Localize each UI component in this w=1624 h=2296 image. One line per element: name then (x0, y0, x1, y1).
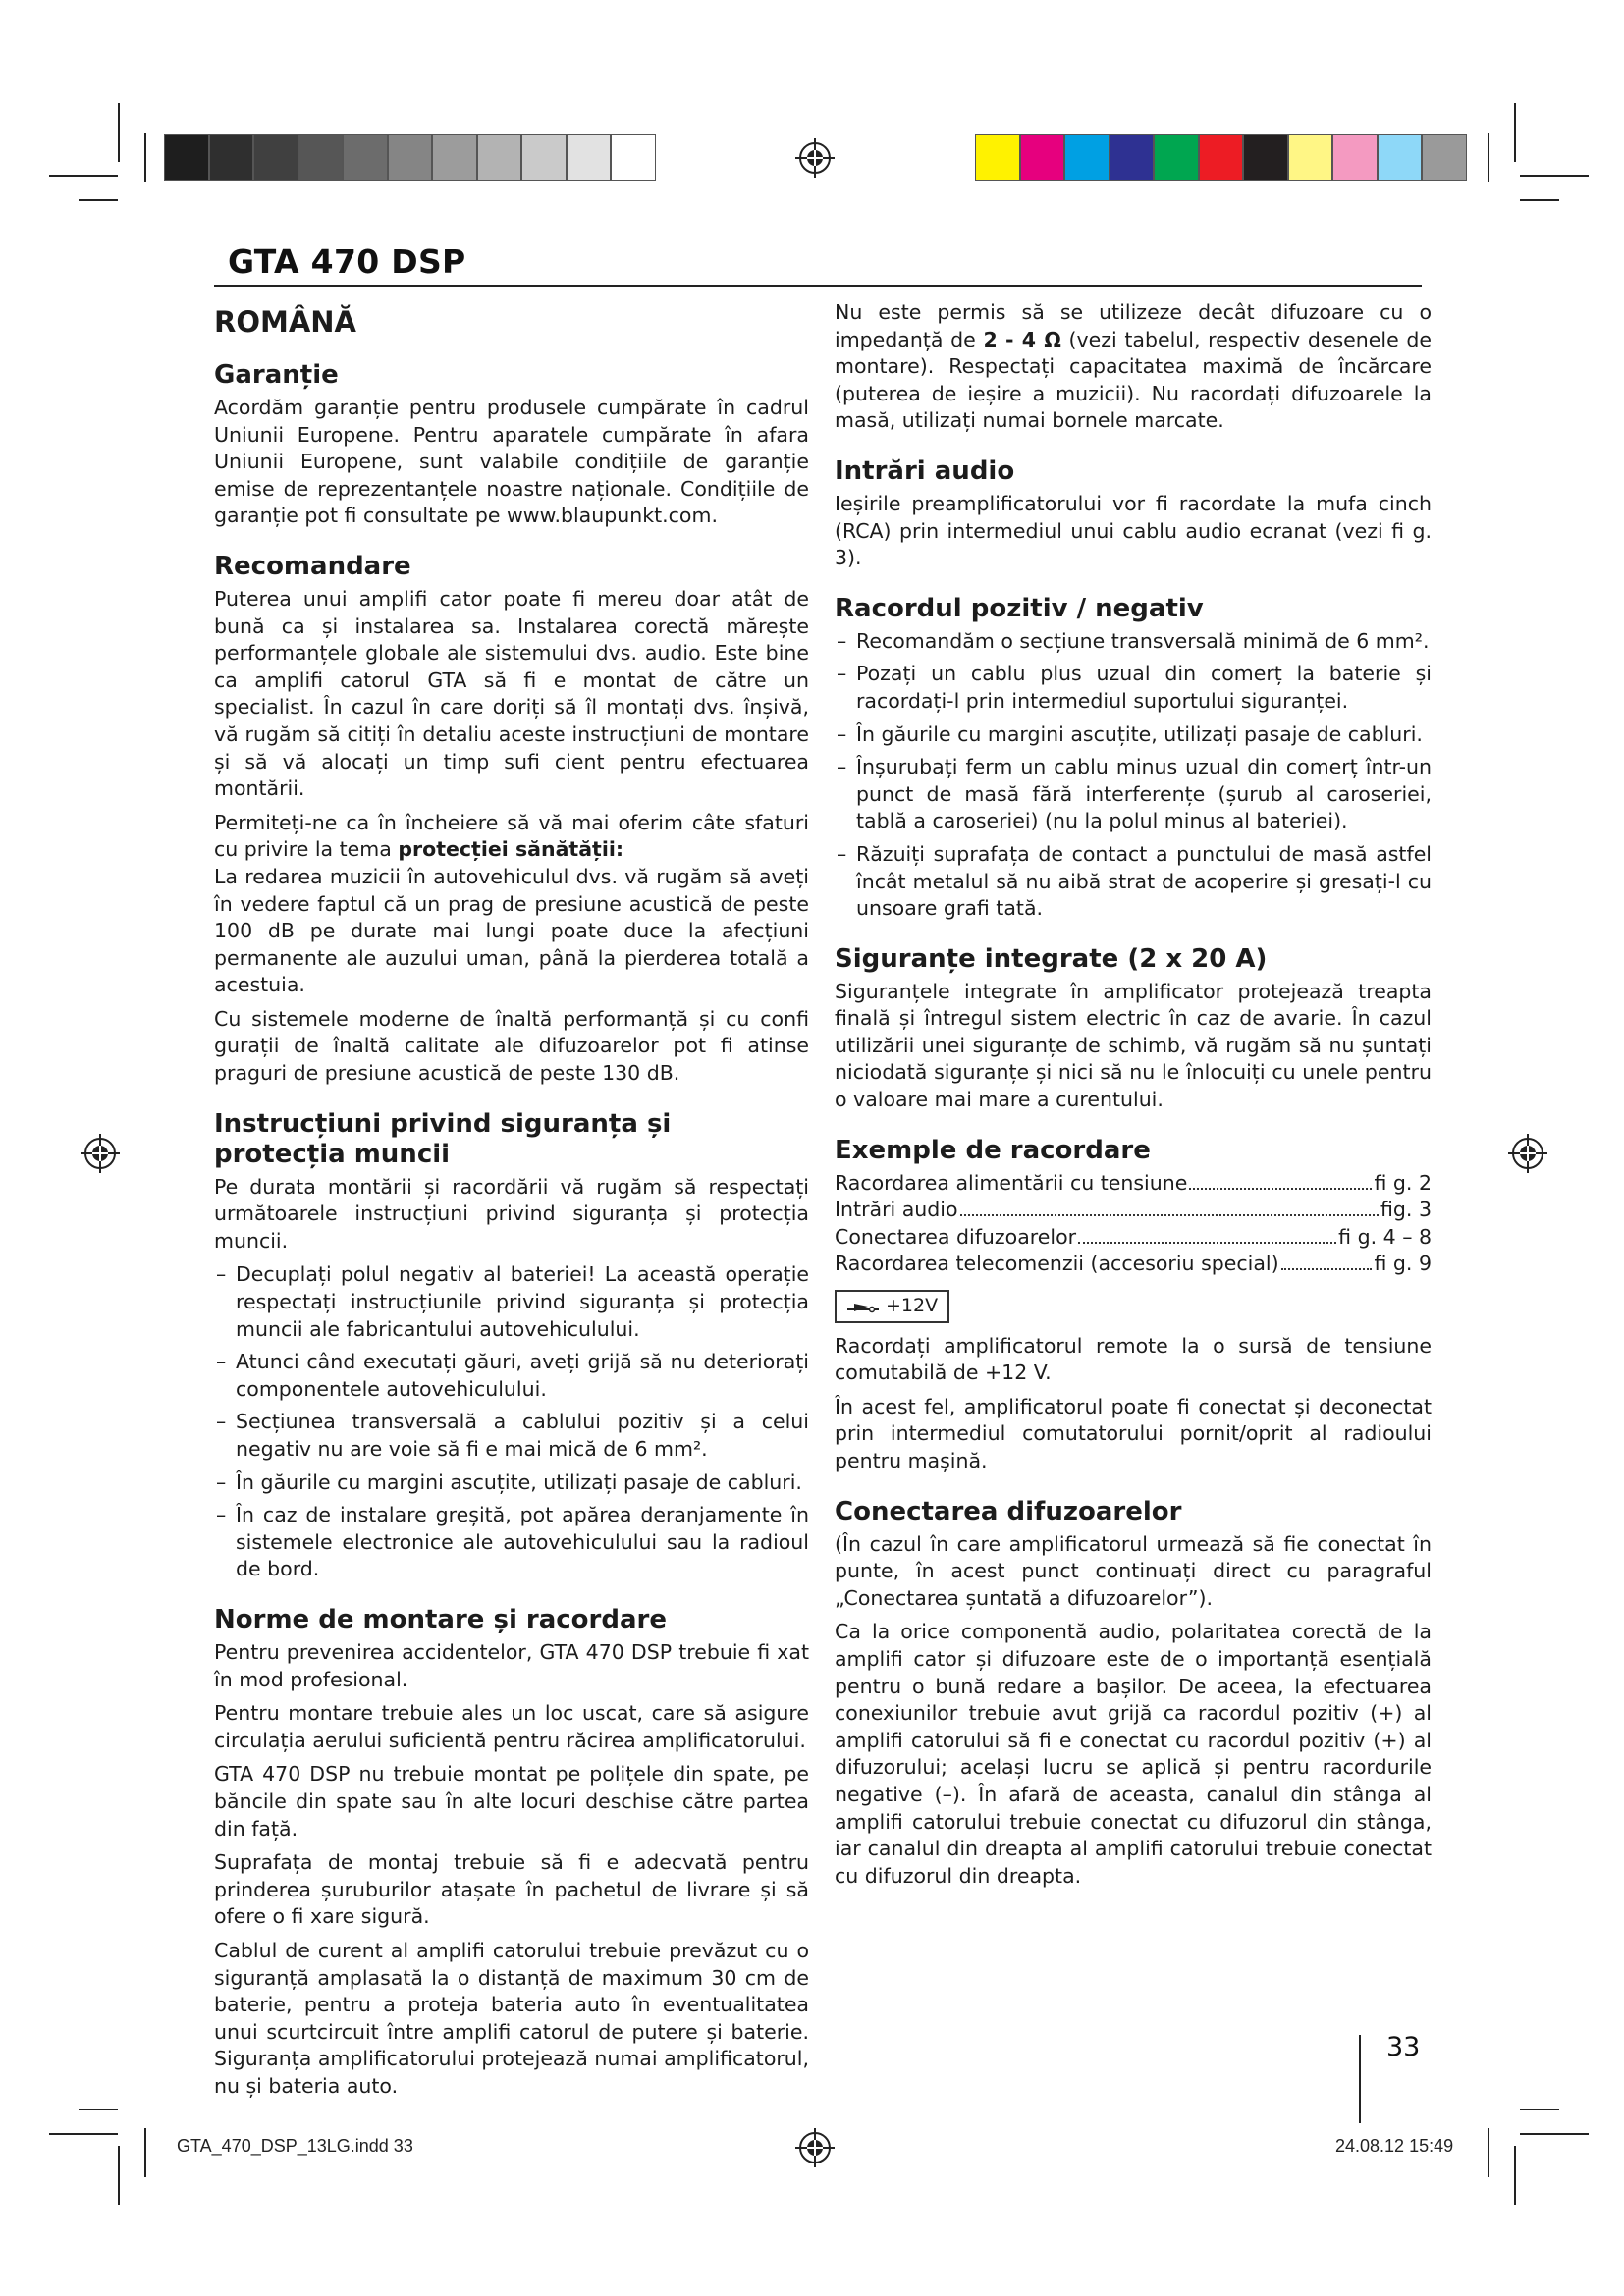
warranty-text: Acordăm garanție pentru produsele cumpărate în cadrul Uniunii Europene. Pentru aparatele cumpărate în afara Uniunii Europene, sunt valabile condițiile de garanție emise de reprezentanțele noastre naționale. Condițiile de garanție pot fi consultate pe www.blaupunkt.com. (214, 396, 809, 528)
example-ref: fi g. 4 – 8 (1338, 1224, 1432, 1249)
color-swatch (388, 134, 433, 181)
color-swatch (611, 134, 656, 181)
color-swatch (1110, 134, 1155, 181)
date-slug: 24.08.12 15:49 (1335, 2136, 1454, 2156)
color-swatch (432, 134, 477, 181)
health-text: La redarea muzicii în autovehiculul dvs. vă rugăm să aveți în vedere faptul că un prag de presiune acustică de peste 100 dB pe durate mai lungi poate duce la afecțiuni permanente ale auzului uman, până la pierderea totală a acestuia. (214, 864, 809, 997)
page-title: GTA 470 DSP (228, 242, 466, 281)
leader-dots (1189, 1188, 1372, 1190)
list-item: – Atunci când executați găuri, aveți grijă să nu deteriorați componentele autovehiculului. (236, 1349, 809, 1403)
list-item: – În găurile cu margini ascuțite, utilizați pasaje de cabluri. (856, 721, 1432, 749)
remote-12v-tag (835, 1290, 949, 1323)
color-swatch (164, 134, 209, 181)
remote-cable-icon (846, 1300, 880, 1313)
mounting-heading: Norme de montare și racordare (214, 1604, 667, 1634)
list-item (835, 1224, 1432, 1252)
registration-mark-icon (1508, 1134, 1547, 1173)
recommendation-text: Puterea unui amplifi cator poate fi mereu doar atât de bună ca și instalarea sa. Instalarea corectă mărește performanțele globale ale sistemului dvs. audio. Este bine ca amplifi catorul GTA să fi e montat de către un specialist. În cazul în care doriți să îl montați dvs. înșivă, vă rugăm să citiți în detaliu aceste instrucțiuni de montare și să vă alocați un timp sufi cient pentru efectuarea montării. (214, 586, 809, 801)
power-lead-list (835, 628, 1432, 923)
color-swatch (477, 134, 522, 181)
leader-dots (960, 1214, 1379, 1216)
connection-examples-list (835, 1170, 1432, 1278)
list-item: – Decuplați polul negativ al bateriei! La această operație respectați instrucțiunile privind siguranța și protecția muncii ale fabricantului autovehiculului. (236, 1261, 809, 1343)
list-item (835, 1170, 1432, 1198)
color-swatch (343, 134, 388, 181)
remote-tag-label: +12V (886, 1295, 939, 1317)
example-ref: fig. 3 (1380, 1198, 1432, 1222)
color-swatch (975, 134, 1020, 181)
safety-list (214, 1261, 809, 1583)
color-swatch (521, 134, 567, 181)
color-swatch (1422, 134, 1467, 181)
registration-mark-icon (795, 138, 835, 178)
file-slug: GTA_470_DSP_13LG.indd 33 (177, 2136, 413, 2156)
mounting-text: Pentru prevenirea accidentelor, GTA 470 DSP trebuie fi xat în mod profesional. (214, 1639, 809, 1691)
title-divider (214, 285, 1422, 287)
audio-inputs-heading: Intrări audio (835, 455, 1015, 486)
example-label: Racordarea alimentării cu tensiune (835, 1170, 1188, 1195)
remote-text: Racordați amplificatorul remote la o sursă de tensiune comutabilă de +12 V. (835, 1333, 1432, 1385)
page-number: 33 (1386, 2032, 1421, 2062)
health-text-2: Cu sistemele moderne de înaltă performanță și cu confi gurații de înaltă calitate ale difuzoarelor pot fi atinse praguri de presiune acustică de peste 130 dB. (214, 1006, 809, 1086)
color-swatch (1243, 134, 1288, 181)
example-ref: fi g. 9 (1374, 1252, 1432, 1276)
color-swatch (1199, 134, 1244, 181)
power-lead-heading: Racordul pozitiv / negativ (835, 593, 1204, 623)
leader-dots (1078, 1242, 1336, 1244)
mounting-text: Pentru montare trebuie ales un loc uscat, care să asigure circulația aerului suficientă pentru răcirea amplificatorului. (214, 1701, 809, 1752)
page-number-divider (1359, 2035, 1361, 2123)
list-item: – În caz de instalare greșită, pot apărea deranjamente în sistemele electronice ale autovehiculului sau la radioul de bord. (236, 1502, 809, 1583)
registration-mark-icon (81, 1134, 120, 1173)
speakers-heading: Conectarea difuzoarelor (835, 1496, 1182, 1526)
right-column (835, 299, 1432, 1896)
recommendation-heading: Recomandare (214, 551, 411, 581)
color-swatch (567, 134, 612, 181)
list-item (835, 1251, 1432, 1278)
list-item: – În găurile cu margini ascuțite, utilizați pasaje de cabluri. (236, 1469, 809, 1497)
mounting-text: Cablul de curent al amplifi catorului trebuie prevăzut cu o siguranță amplasată la o distanță de maximum 30 cm de baterie, pentru a proteja bateria auto în eventualitatea unui scurtcircuit între amplifi catorul de putere și baterie. Siguranța amplificatorului protejează numai amplificatorul, nu și bateria auto. (214, 1938, 809, 2098)
audio-inputs-text: Ieșirile preamplificatorului vor fi racordate la mufa cinch (RCA) prin intermediul unui cablu audio ecranat (vezi fi g. 3). (835, 491, 1432, 570)
registration-mark-icon (795, 2128, 835, 2167)
example-label: Conectarea difuzoarelor (835, 1224, 1077, 1249)
color-swatch (1288, 134, 1333, 181)
examples-heading: Exemple de racordare (835, 1135, 1151, 1165)
color-swatch (1154, 134, 1199, 181)
color-swatch (1332, 134, 1378, 181)
language-heading: ROMÂNĂ (214, 305, 356, 339)
impedance-value: 2 - 4 Ω (983, 327, 1061, 351)
list-item: – Secțiunea transversală a cablului pozitiv și a celui negativ nu are voie să fi e mai mică de 6 mm². (236, 1409, 809, 1463)
warranty-heading: Garanție (214, 360, 339, 390)
list-item (835, 1197, 1432, 1224)
safety-intro: Pe durata montării și racordării vă rugăm să respectați următoarele instrucțiuni privind siguranța și protecția muncii. (214, 1174, 809, 1253)
color-swatch (1378, 134, 1423, 181)
fuses-heading: Siguranțe integrate (2 x 20 A) (835, 943, 1268, 974)
mounting-text: GTA 470 DSP nu trebuie montat pe polițele din spate, pe băncile din spate sau în alte locuri deschise către partea din față. (214, 1762, 809, 1841)
impedance-text-2: (vezi tabelul, respectiv desenele de montare). Respectați capacitatea maximă de încărcare (puterea de ieșire a muzicii). Nu racordați difuzoarele la masă, utilizați numai bornele marcate. (835, 327, 1432, 433)
example-label: Intrări audio (835, 1198, 958, 1222)
example-label: Racordarea telecomenzii (accesoriu special) (835, 1252, 1279, 1276)
color-swatch (298, 134, 344, 181)
leader-dots (1281, 1268, 1373, 1270)
health-intro (214, 810, 809, 864)
remote-text-2: În acest fel, amplificatorul poate fi conectat și deconectat prin intermediul comutatorului pornit/oprit al radioului pentru mașină. (835, 1394, 1432, 1472)
impedance-text-1: Nu este permis să se utilizeze decât difuzoare cu o impedanță de (835, 300, 1432, 351)
health-intro-text: Permiteți-ne ca în încheiere să vă mai oferim câte sfaturi cu privire la tema (214, 810, 809, 862)
list-item: – Pozați un cablu plus uzual din comerț la baterie și racordați-l prin intermediul suportului siguranței. (856, 661, 1432, 715)
color-swatch (253, 134, 298, 181)
fuses-text: Siguranțele integrate în amplificator protejează treapta finală și întregul sistem electric în caz de avarie. În cazul utilizării unei siguranțe de schimb, vă rugăm să nu șuntați niciodată siguranțe și nici să nu le înlocuiți cu unele pentru o valoare mai mare a curentului. (835, 979, 1432, 1112)
color-swatch (209, 134, 254, 181)
impedance-text (835, 299, 1432, 435)
mounting-text: Suprafața de montaj trebuie să fi e adecvată pentru prinderea șuruburilor atașate în pachetul de livrare și să ofere o fi xare sigură. (214, 1850, 809, 1929)
list-item: – Înșurubați ferm un cablu minus uzual din comerț într-un punct de masă fără interferențe (șurub al caroseriei, tablă a caroseriei) (nu la polul minus al bateriei). (856, 754, 1432, 835)
left-column (214, 299, 809, 2107)
example-ref: fi g. 2 (1374, 1170, 1432, 1195)
list-item: – Răzuiți suprafața de contact a punctului de masă astfel încât metalul să nu aibă strat de acoperire și gresați-l cu unsoare grafi tată. (856, 841, 1432, 923)
color-swatch (1064, 134, 1110, 181)
color-swatch (1020, 134, 1065, 181)
speakers-text-2: Ca la orice componentă audio, polaritatea corectă de la amplifi cator și difuzoare este de o importanță esențială pentru o bună redare a bașilor. De aceea, la efectuarea conexiunilor trebuie avut grijă ca racordul pozitiv (+) al amplifi catorului să fi e conectat cu racordul pozitiv (+) al difuzorului; același lucru se aplică și pentru racordurile negative (–). În afară de aceasta, canalul din stânga al amplifi catorului trebuie conectat cu difuzorul din stânga, iar canalul din dreapta al amplifi catorului trebuie conectat cu difuzorul din dreapta. (835, 1620, 1432, 1888)
health-intro-bold: protecției sănătății: (398, 837, 624, 862)
list-item: – Recomandăm o secțiune transversală minimă de 6 mm². (856, 628, 1432, 656)
safety-heading: Instrucțiuni privind siguranța și protecția muncii (214, 1108, 672, 1169)
speakers-text: (În cazul în care amplificatorul urmează să fie conectat în punte, în acest punct continuați direct cu paragraful „Conectarea șuntată a difuzoarelor”). (835, 1531, 1432, 1610)
